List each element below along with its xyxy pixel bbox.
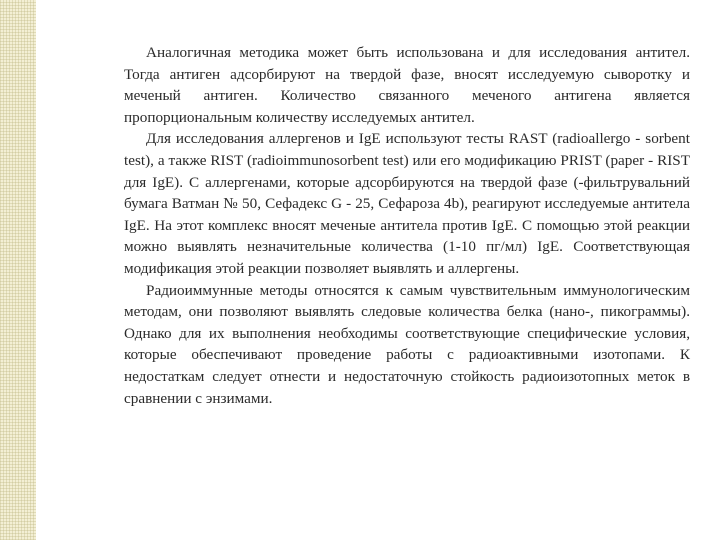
- paragraph-allergen-ige-tests: Для исследования аллергенов и IgE используют тесты RAST (radioallergo - sorbent test), а также RIST (radioimmunosorbent test) или его модификацию PRIST (paper - RIST для IgE). С аллергенами, которые адсорбируются на твердой фазе (-фильтрувальний бумага Ватман № 50, Сефадекс G - 25, Сефароза 4b), реагируют исследуемые антитела IgE. На этот комплекс вносят меченые антитела против IgE. С помощью этой реакции можно выявлять незначительные количества (1-10 пг/мл) IgE. Соответствующая модификация этой реакции позволяет выявлять и аллергены.: [124, 130, 690, 277]
- paragraph-antibody-method: Аналогичная методика может быть использована и для исследования антител. Тогда антиген адсорбируют на твердой фазе, вносят исследуемую сыворотку и меченый антиген. Количество связанного меченого антигена является пропорциональным количеству исследуемых антител.: [124, 44, 690, 126]
- paragraph-radioimmune-methods: Радиоиммунные методы относятся к самым чувствительным иммунологическим методам, они позволяют выявлять следовые количества белка (нано-, пикограммы). Однако для их выполнения необходимы соответствующие специфические условия, которые обеспечивают проведение работы с радиоактивными изотопами. К недостаткам следует отнести и недостаточную стойкость радиоизотопных меток в сравнении с энзимами.: [124, 281, 690, 407]
- document-text: [124, 42, 690, 409]
- decorative-side-strip: [0, 0, 36, 540]
